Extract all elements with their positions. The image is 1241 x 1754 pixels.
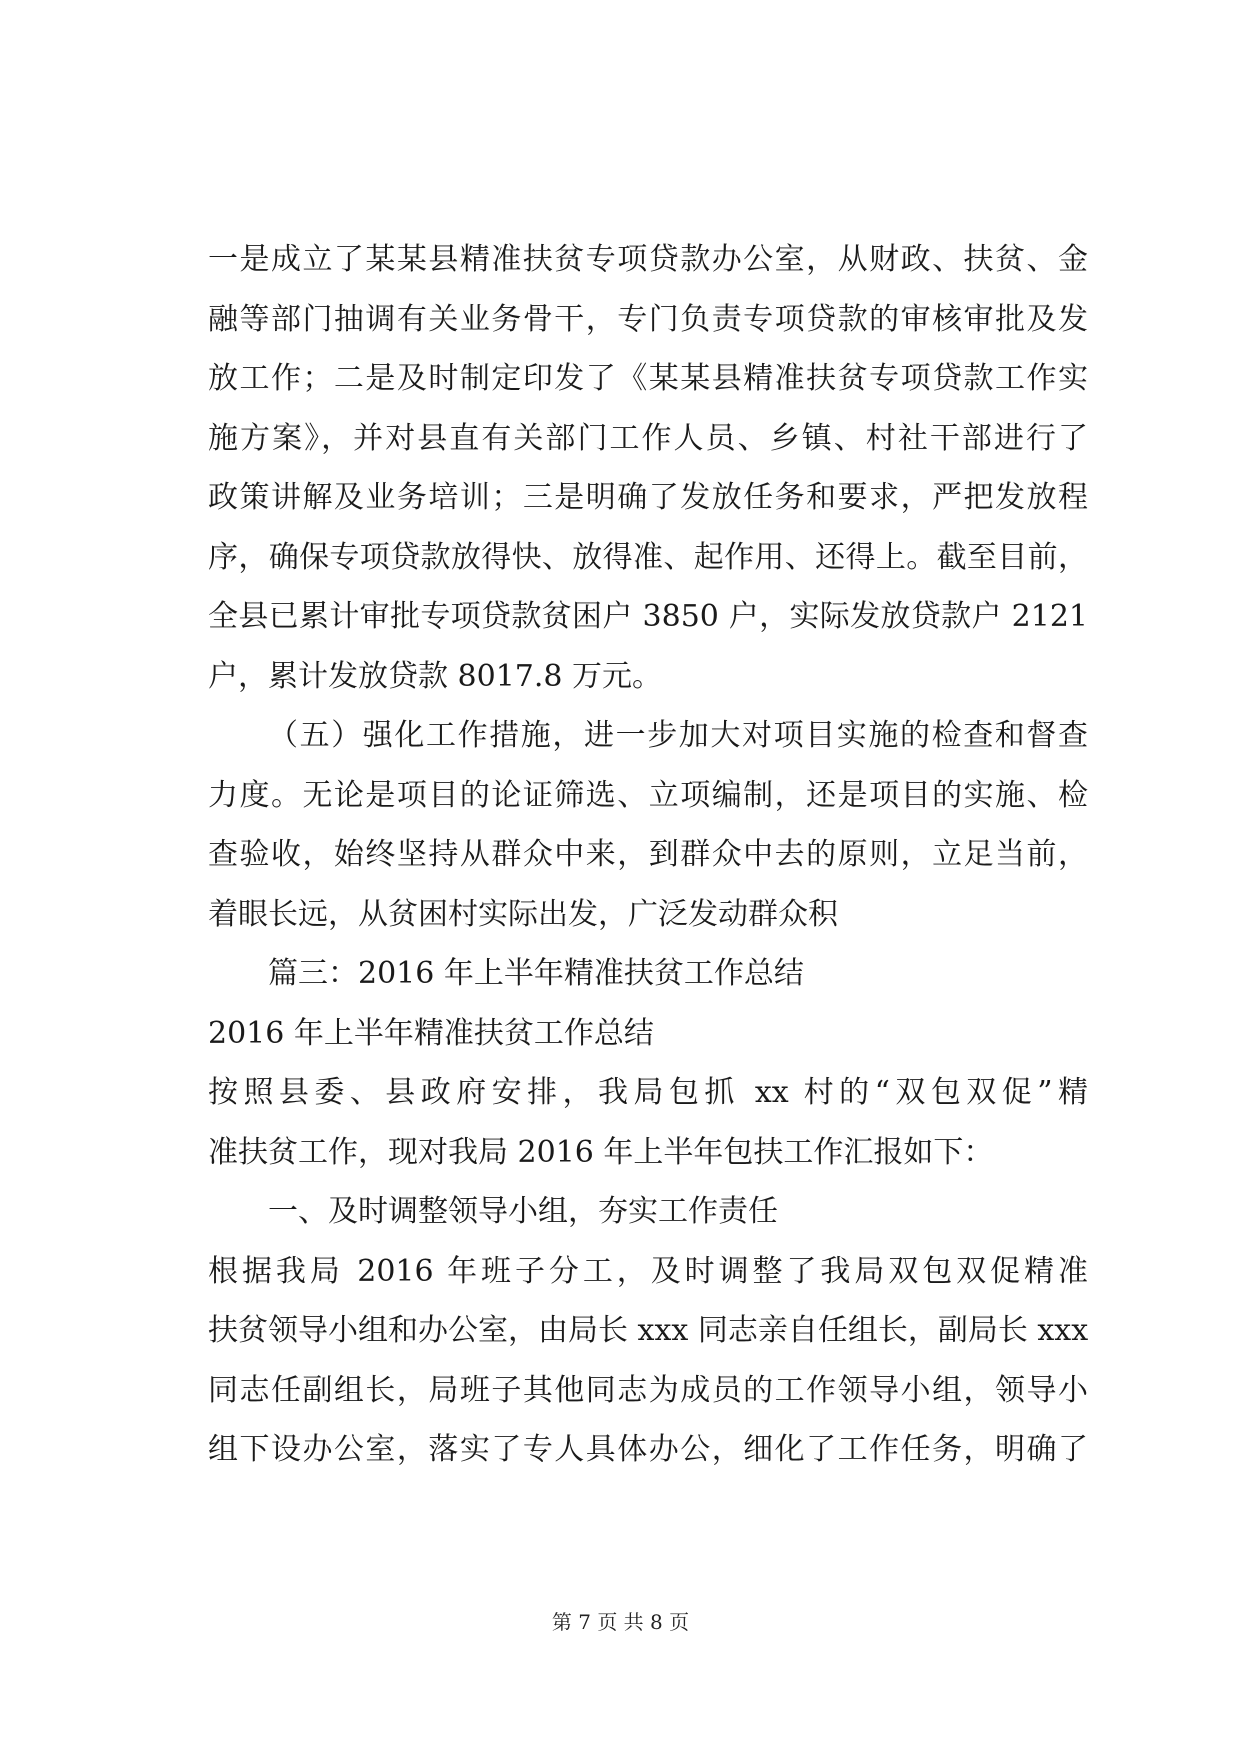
subsection-heading: 一、及时调整领导小组，夯实工作责任 — [268, 1194, 778, 1229]
paragraph-line: （五）强化工作措施，进一步加大对项目实施的检查和督查 — [268, 718, 1088, 753]
paragraph-line: 序，确保专项贷款放得快、放得准、起作用、还得上。截至目前， — [208, 539, 1088, 575]
paragraph-line: 放工作；二是及时制定印发了《某某县精准扶贫专项贷款工作实 — [208, 361, 1088, 396]
paragraph-line: 力度。无论是项目的论证筛选、立项编制，还是项目的实施、检 — [208, 777, 1088, 813]
paragraph-line: 准扶贫工作，现对我局 2016 年上半年包扶工作汇报如下： — [208, 1134, 994, 1170]
paragraph-line: 一是成立了某某县精准扶贫专项贷款办公室，从财政、扶贫、金 — [208, 242, 1088, 277]
page-number-footer: 第 7 页 共 8 页 — [551, 1610, 690, 1634]
paragraph-line: 施方案》，并对县直有关部门工作人员、乡镇、村社干部进行了 — [208, 420, 1088, 456]
paragraph-line: 着眼长远，从贫困村实际出发，广泛发动群众积 — [208, 896, 838, 932]
body-text — [208, 230, 1088, 1480]
section-heading: 篇三：2016 年上半年精准扶贫工作总结 — [268, 956, 804, 991]
paragraph-line: 全县已累计审批专项贷款贫困户 3850 户，实际发放贷款户 2121 — [208, 599, 1088, 634]
paragraph-line: 按照县委、县政府安排，我局包抓 xx 村的“双包双促”精 — [208, 1075, 1088, 1110]
document-title: 2016 年上半年精准扶贫工作总结 — [208, 1015, 654, 1051]
paragraph-line: 扶贫领导小组和办公室，由局长 xxx 同志亲自任组长，副局长 xxx — [208, 1313, 1089, 1348]
paragraph-line: 组下设办公室，落实了专人具体办公，细化了工作任务，明确了 — [208, 1432, 1088, 1467]
paragraph-line: 同志任副组长，局班子其他同志为成员的工作领导小组，领导小 — [208, 1372, 1088, 1408]
paragraph-line: 户，累计发放贷款 8017.8 万元。 — [208, 658, 663, 694]
paragraph-line: 查验收，始终坚持从群众中来，到群众中去的原则，立足当前， — [208, 837, 1088, 872]
paragraph-line: 融等部门抽调有关业务骨干，专门负责专项贷款的审核审批及发 — [208, 301, 1088, 337]
paragraph-line: 政策讲解及业务培训；三是明确了发放任务和要求，严把发放程 — [208, 480, 1088, 515]
paragraph-line: 根据我局 2016 年班子分工，及时调整了我局双包双促精准 — [208, 1253, 1088, 1289]
